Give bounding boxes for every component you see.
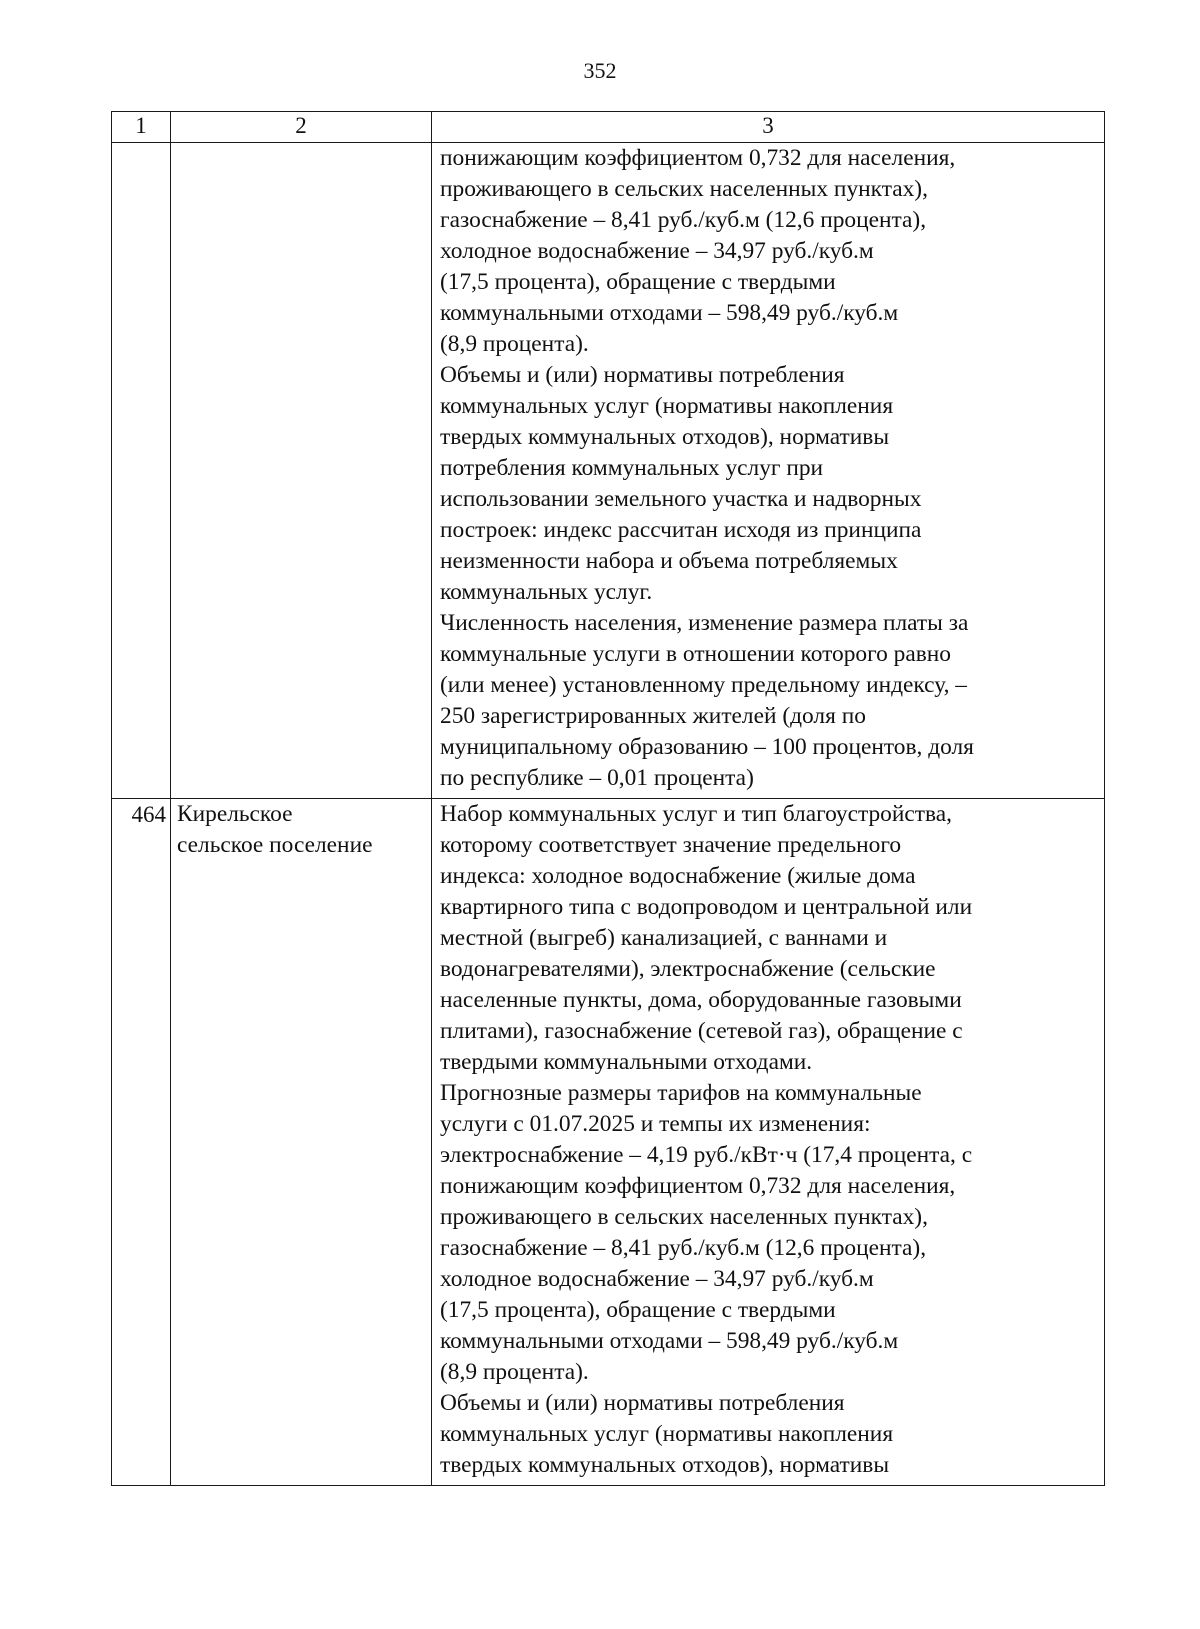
paragraph-tariffs: Прогнозные размеры тарифов на коммунальные услуги с 01.07.2025 и темпы их изменения: электроснабжение – 4,19 руб./кВт·ч (17,4 процента, с понижающим коэффициентом 0,732 для населения, проживающего в сельских населенных пунктах), газоснабжение – 8,41 руб./куб.м (12,6 процента), холодное водоснабжение – 34,97 руб./куб.м (17,5 процента), обращение с твердыми коммунальными отходами – 598,49 руб./куб.м (8,9 процента). — [440, 1080, 973, 1385]
row-description — [432, 799, 1105, 1486]
paragraph-population: Численность населения, изменение размера платы за коммунальные услуги в отношении которого равно (или менее) установленному предельному индексу, – 250 зарегистрированных жителей (доля по муниципальному образованию – 100 процентов, доля по республике – 0,01 процента) — [440, 610, 974, 791]
table-row — [112, 799, 1105, 1486]
paragraph-tariffs-continued: понижающим коэффициентом 0,732 для населения, проживающего в сельских населенных пунктах), газоснабжение – 8,41 руб./куб.м (12,6 процента), холодное водоснабжение – 34,97 руб./куб.м (17,5 процента), обращение с твердыми коммунальными отходами – 598,49 руб./куб.м (8,9 процента). — [440, 145, 956, 357]
tariff-table — [111, 111, 1105, 1486]
row-number — [112, 143, 171, 799]
paragraph-service-set: Набор коммунальных услуг и тип благоустройства, которому соответствует значение предельного индекса: холодное водоснабжение (жилые дома квартирного типа с водопроводом и центральной или местной (выгреб) канализацией, с ваннами и водонагревателями), электроснабжение (сельские населенные пункты, дома, оборудованные газовыми плитами), газоснабжение (сетевой газ), обращение с твердыми коммунальными отходами. — [440, 801, 973, 1075]
row-number: 464 — [112, 799, 171, 1486]
page-number: 352 — [583, 58, 617, 83]
settlement-name: Кирельское сельское поселение — [171, 799, 432, 1486]
row-description — [432, 143, 1105, 799]
table-header-row — [112, 112, 1105, 143]
header-col-1: 1 — [112, 112, 171, 143]
header-col-2: 2 — [171, 112, 432, 143]
paragraph-consumption-norms: Объемы и (или) нормативы потребления коммунальных услуг (нормативы накопления твердых коммунальных отходов), нормативы — [440, 1390, 894, 1478]
table-row — [112, 143, 1105, 799]
settlement-name — [171, 143, 432, 799]
header-col-3: 3 — [432, 112, 1105, 143]
paragraph-consumption-norms: Объемы и (или) нормативы потребления коммунальных услуг (нормативы накопления твердых коммунальных отходов), нормативы потребления коммунальных услуг при использовании земельного участка и надворных построек: индекс рассчитан исходя из принципа неизменности набора и объема потребляемых коммунальных услуг. — [440, 362, 922, 605]
